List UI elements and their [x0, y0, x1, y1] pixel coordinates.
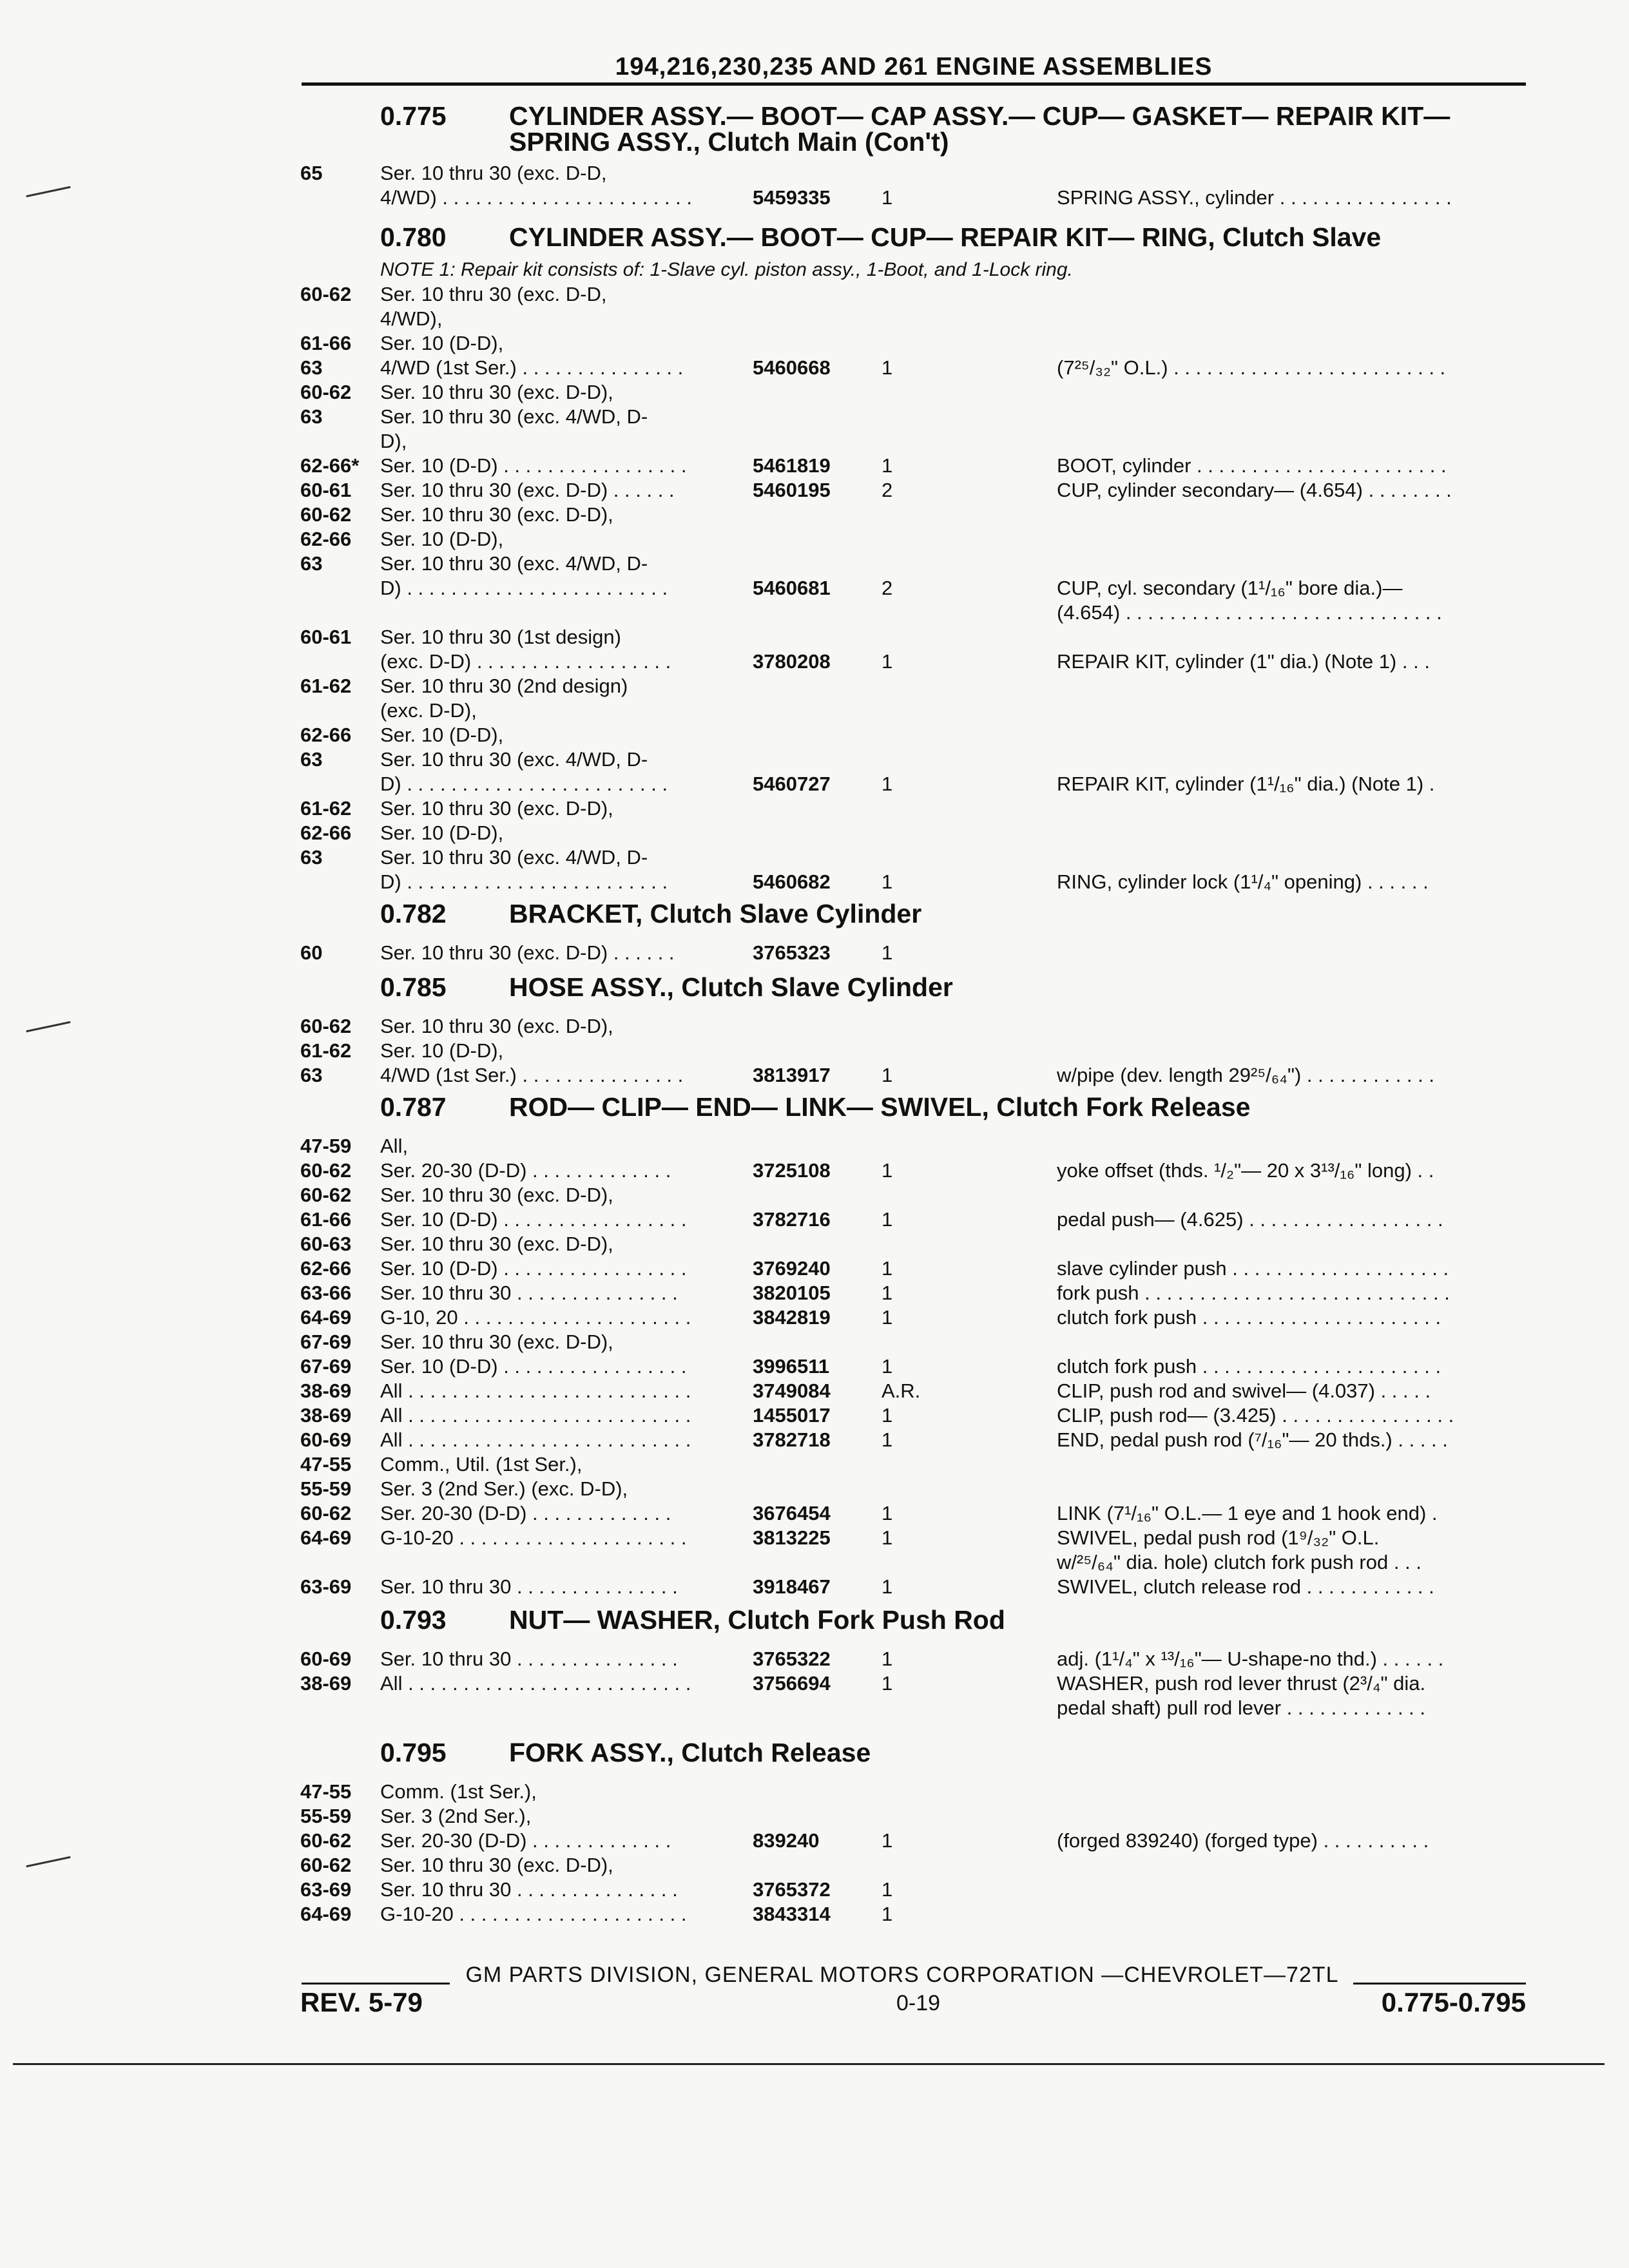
part-number: 3782716 — [753, 1208, 831, 1231]
application: Ser. 10 thru 30 (exc. D-D), — [380, 503, 613, 526]
quantity: 1 — [882, 870, 893, 893]
description: slave cylinder push . . . . . . . . . . . . . . . . . . . . — [1057, 1257, 1449, 1280]
application: Ser. 10 (D-D), — [380, 332, 504, 354]
description: adj. (1¹/₄" x ¹³/₁₆"— U-shape-no thd.) . . . . . . — [1057, 1648, 1444, 1670]
description: CLIP, push rod and swivel— (4.037) . . . . . — [1057, 1379, 1431, 1402]
application: 4/WD), — [380, 307, 443, 330]
year-range: 62-66 — [300, 724, 352, 746]
part-number: 3782718 — [753, 1428, 831, 1451]
table-row — [0, 601, 1629, 625]
application: Ser. 10 thru 30 (exc. D-D, — [380, 162, 607, 184]
year-range: 55-59 — [300, 1477, 352, 1500]
table-row — [0, 1158, 1629, 1183]
year-range: 67-69 — [300, 1355, 352, 1378]
application: Ser. 10 thru 30 . . . . . . . . . . . . . . . — [380, 1878, 678, 1901]
description: CUP, cyl. secondary (1¹/₁₆" bore dia.)— — [1057, 577, 1403, 599]
table-row — [0, 1207, 1629, 1232]
table-row — [0, 1134, 1629, 1158]
application: All . . . . . . . . . . . . . . . . . . . . . . . . . . — [380, 1379, 691, 1402]
quantity: 1 — [882, 1526, 893, 1549]
table-row — [0, 1526, 1629, 1550]
description: (7²⁵/₃₂" O.L.) . . . . . . . . . . . . . . . . . . . . . . . . . — [1057, 356, 1446, 379]
section-range: 0.775-0.795 — [1381, 1987, 1526, 2017]
year-range: 64-69 — [300, 1526, 352, 1549]
table-row — [0, 821, 1629, 845]
table-row — [0, 1647, 1629, 1671]
section-number: 0.775 — [380, 101, 447, 131]
quantity: 2 — [882, 479, 893, 501]
application: Comm., Util. (1st Ser.), — [380, 1453, 583, 1475]
year-range: 63 — [300, 552, 323, 575]
table-row — [0, 454, 1629, 478]
description: (4.654) . . . . . . . . . . . . . . . . . . . . . . . . . . . . . — [1057, 601, 1442, 624]
description: yoke offset (thds. ¹/₂"— 20 x 3¹³/₁₆" long) . . — [1057, 1159, 1434, 1182]
section-number: 0.795 — [380, 1738, 447, 1767]
year-range: 60-62 — [300, 1854, 352, 1876]
application: Ser. 10 thru 30 (2nd design) — [380, 675, 628, 697]
description: SWIVEL, pedal push rod (1⁹/₃₂" O.L. — [1057, 1526, 1380, 1549]
description: CUP, cylinder secondary— (4.654) . . . . . . . . — [1057, 479, 1452, 501]
table-row — [0, 1853, 1629, 1878]
year-range: 47-59 — [300, 1135, 352, 1157]
section-title: NUT— WASHER, Clutch Fork Push Rod — [509, 1605, 1005, 1635]
application: All, — [380, 1135, 409, 1157]
year-range: 61-62 — [300, 797, 352, 820]
description: clutch fork push . . . . . . . . . . . . . . . . . . . . . . — [1057, 1306, 1441, 1329]
section-number: 0.785 — [380, 972, 447, 1002]
description: REPAIR KIT, cylinder (1" dia.) (Note 1) . . . — [1057, 650, 1430, 673]
description: WASHER, push rod lever thrust (2³/₄" dia. — [1057, 1672, 1426, 1695]
quantity: 1 — [882, 454, 893, 477]
table-row — [0, 772, 1629, 796]
footer-rule-left — [302, 1983, 450, 1984]
description: SWIVEL, clutch release rod . . . . . . . . . . . . — [1057, 1575, 1434, 1598]
description: REPAIR KIT, cylinder (1¹/₁₆" dia.) (Note 1) . — [1057, 773, 1435, 795]
quantity: 1 — [882, 1829, 893, 1852]
application: Ser. 3 (2nd Ser.), — [380, 1805, 532, 1827]
application: All . . . . . . . . . . . . . . . . . . . . . . . . . . — [380, 1404, 691, 1427]
table-row — [0, 649, 1629, 674]
table-row — [0, 1063, 1629, 1088]
table-row — [0, 698, 1629, 723]
table-row — [0, 527, 1629, 552]
part-number: 3813225 — [753, 1526, 831, 1549]
year-range: 38-69 — [300, 1672, 352, 1695]
table-row — [0, 1878, 1629, 1902]
year-range: 47-55 — [300, 1780, 352, 1803]
section-note: NOTE 1: Repair kit consists of: 1-Slave cyl. piston assy., 1-Boot, and 1-Lock ring. — [380, 259, 1073, 280]
description: fork push . . . . . . . . . . . . . . . . . . . . . . . . . . . . — [1057, 1282, 1450, 1304]
description: END, pedal push rod (⁷/₁₆"— 20 thds.) . . . . . — [1057, 1428, 1448, 1451]
quantity: 1 — [882, 186, 893, 209]
year-range: 64-69 — [300, 1903, 352, 1925]
application: Ser. 10 thru 30 (exc. D-D), — [380, 381, 613, 403]
description: BOOT, cylinder . . . . . . . . . . . . . . . . . . . . . . . — [1057, 454, 1447, 477]
year-range: 63 — [300, 1064, 323, 1086]
quantity: 1 — [882, 1064, 893, 1086]
part-number: 5460727 — [753, 773, 831, 795]
application: Ser. 10 thru 30 (exc. D-D), — [380, 1184, 613, 1206]
application: Ser. 10 thru 30 (exc. D-D), — [380, 1331, 613, 1353]
section-title: CYLINDER ASSY.— BOOT— CAP ASSY.— CUP— GASKET— REPAIR KIT— SPRING ASSY., Clutch Main (Con't) — [509, 101, 1451, 157]
part-number: 3843314 — [753, 1903, 831, 1925]
table-row — [0, 478, 1629, 503]
application: 4/WD) . . . . . . . . . . . . . . . . . . . . . . . — [380, 186, 693, 209]
section-number: 0.780 — [380, 222, 447, 252]
section-number: 0.787 — [380, 1092, 447, 1122]
application: Ser. 10 thru 30 (exc. 4/WD, D- — [380, 748, 648, 771]
year-range: 60-62 — [300, 381, 352, 403]
table-row — [0, 1305, 1629, 1330]
year-range: 61-66 — [300, 1208, 352, 1231]
year-range: 60-61 — [300, 626, 352, 648]
table-row — [0, 1550, 1629, 1575]
table-row — [0, 282, 1629, 307]
year-range: 63-69 — [300, 1575, 352, 1598]
table-row — [0, 1671, 1629, 1696]
page-header: 194,216,230,235 AND 261 ENGINE ASSEMBLIES — [615, 53, 1213, 81]
application: Ser. 10 thru 30 . . . . . . . . . . . . . . . — [380, 1282, 678, 1304]
revision-label: REV. 5-79 — [300, 1987, 423, 2017]
application: Ser. 10 (D-D) . . . . . . . . . . . . . . . . . — [380, 454, 687, 477]
part-number: 3765323 — [753, 941, 831, 964]
year-range: 60-69 — [300, 1428, 352, 1451]
application: Ser. 10 thru 30 (exc. D-D, — [380, 283, 607, 305]
application: Ser. 20-30 (D-D) . . . . . . . . . . . . . — [380, 1829, 671, 1852]
part-number: 5460682 — [753, 870, 831, 893]
table-row — [0, 723, 1629, 747]
table-row — [0, 576, 1629, 601]
year-range: 62-66 — [300, 1257, 352, 1280]
quantity: 1 — [882, 1208, 893, 1231]
part-number: 3765322 — [753, 1648, 831, 1670]
application: D) . . . . . . . . . . . . . . . . . . . . . . . . — [380, 577, 668, 599]
part-number: 3765372 — [753, 1878, 831, 1901]
application: D) . . . . . . . . . . . . . . . . . . . . . . . . — [380, 773, 668, 795]
quantity: 1 — [882, 941, 893, 964]
application: D) . . . . . . . . . . . . . . . . . . . . . . . . — [380, 870, 668, 893]
year-range: 61-62 — [300, 1039, 352, 1062]
description: SPRING ASSY., cylinder . . . . . . . . . . . . . . . . — [1057, 186, 1452, 209]
application: Comm. (1st Ser.), — [380, 1780, 537, 1803]
application: Ser. 10 thru 30 (exc. 4/WD, D- — [380, 552, 648, 575]
quantity: 1 — [882, 1282, 893, 1304]
application: Ser. 10 (D-D), — [380, 528, 504, 550]
table-row — [0, 307, 1629, 331]
table-row — [0, 356, 1629, 380]
part-number: 5460668 — [753, 356, 831, 379]
application: Ser. 10 thru 30 (exc. D-D), — [380, 797, 613, 820]
description: LINK (7¹/₁₆" O.L.— 1 eye and 1 hook end) . — [1057, 1502, 1438, 1524]
application: Ser. 10 (D-D), — [380, 822, 504, 844]
application: Ser. 20-30 (D-D) . . . . . . . . . . . . . — [380, 1159, 671, 1182]
table-row — [0, 1780, 1629, 1804]
description: RING, cylinder lock (1¹/₄" opening) . . . . . . — [1057, 870, 1429, 893]
table-row — [0, 1452, 1629, 1477]
table-row — [0, 1379, 1629, 1403]
application: (exc. D-D), — [380, 699, 477, 722]
table-row — [0, 1256, 1629, 1281]
application: Ser. 10 (D-D) . . . . . . . . . . . . . . . . . — [380, 1355, 687, 1378]
application: G-10-20 . . . . . . . . . . . . . . . . . . . . . — [380, 1526, 687, 1549]
table-row — [0, 625, 1629, 649]
year-range: 60-62 — [300, 1159, 352, 1182]
table-row — [0, 1039, 1629, 1063]
quantity: 1 — [882, 1672, 893, 1695]
quantity: 1 — [882, 650, 893, 673]
application: G-10-20 . . . . . . . . . . . . . . . . . . . . . — [380, 1903, 687, 1925]
part-number: 3756694 — [753, 1672, 831, 1695]
quantity: 1 — [882, 1502, 893, 1524]
quantity: 1 — [882, 1428, 893, 1451]
part-number: 3813917 — [753, 1064, 831, 1086]
year-range: 60-62 — [300, 1502, 352, 1524]
part-number: 3725108 — [753, 1159, 831, 1182]
application: Ser. 3 (2nd Ser.) (exc. D-D), — [380, 1477, 628, 1500]
table-row — [0, 1281, 1629, 1305]
part-number: 1455017 — [753, 1404, 831, 1427]
section-title: FORK ASSY., Clutch Release — [509, 1738, 871, 1767]
table-row — [0, 1354, 1629, 1379]
year-range: 62-66 — [300, 822, 352, 844]
quantity: A.R. — [882, 1379, 921, 1402]
table-row — [0, 161, 1629, 186]
application: 4/WD (1st Ser.) . . . . . . . . . . . . . . . — [380, 1064, 684, 1086]
table-row — [0, 552, 1629, 576]
part-number: 3918467 — [753, 1575, 831, 1598]
year-range: 38-69 — [300, 1379, 352, 1402]
quantity: 1 — [882, 773, 893, 795]
quantity: 1 — [882, 1355, 893, 1378]
application: (exc. D-D) . . . . . . . . . . . . . . . . . . — [380, 650, 671, 673]
table-row — [0, 1696, 1629, 1720]
table-row — [0, 1501, 1629, 1526]
table-row — [0, 1902, 1629, 1927]
table-row — [0, 1428, 1629, 1452]
application: Ser. 10 (D-D), — [380, 724, 504, 746]
application: Ser. 10 (D-D) . . . . . . . . . . . . . . . . . — [380, 1208, 687, 1231]
application: All . . . . . . . . . . . . . . . . . . . . . . . . . . — [380, 1428, 691, 1451]
description: w/pipe (dev. length 29²⁵/₆₄") . . . . . . . . . . . . — [1057, 1064, 1434, 1086]
year-range: 60-62 — [300, 503, 352, 526]
quantity: 2 — [882, 577, 893, 599]
year-range: 60 — [300, 941, 323, 964]
footer-text: GM PARTS DIVISION, GENERAL MOTORS CORPORATION —CHEVROLET—72TL — [465, 1963, 1339, 1987]
year-range: 60-62 — [300, 1184, 352, 1206]
year-range: 63 — [300, 846, 323, 869]
year-range: 60-61 — [300, 479, 352, 501]
year-range: 62-66 — [300, 528, 352, 550]
table-row — [0, 674, 1629, 698]
year-range: 63-66 — [300, 1282, 352, 1304]
year-range: 61-66 — [300, 332, 352, 354]
part-number: 3996511 — [753, 1355, 829, 1378]
application: Ser. 10 thru 30 (exc. 4/WD, D- — [380, 846, 648, 869]
application: D), — [380, 430, 407, 452]
quantity: 1 — [882, 1878, 893, 1901]
part-number: 839240 — [753, 1829, 820, 1852]
quantity: 1 — [882, 1306, 893, 1329]
description: (forged 839240) (forged type) . . . . . . . . . . — [1057, 1829, 1429, 1852]
application: Ser. 10 thru 30 (exc. D-D), — [380, 1233, 613, 1255]
table-row — [0, 1403, 1629, 1428]
quantity: 1 — [882, 356, 893, 379]
description: CLIP, push rod— (3.425) . . . . . . . . . . . . . . . . — [1057, 1404, 1454, 1427]
part-number: 3769240 — [753, 1257, 831, 1280]
year-range: 63-69 — [300, 1878, 352, 1901]
table-row — [0, 186, 1629, 210]
part-number: 5460681 — [753, 577, 831, 599]
page-number: 0-19 — [896, 1991, 941, 2015]
application: Ser. 20-30 (D-D) . . . . . . . . . . . . . — [380, 1502, 671, 1524]
table-row — [0, 1477, 1629, 1501]
year-range: 60-62 — [300, 1015, 352, 1037]
table-row — [0, 1183, 1629, 1207]
table-row — [0, 331, 1629, 356]
part-number: 3780208 — [753, 650, 831, 673]
year-range: 55-59 — [300, 1805, 352, 1827]
description: pedal push— (4.625) . . . . . . . . . . . . . . . . . . — [1057, 1208, 1443, 1231]
application: Ser. 10 thru 30 (exc. 4/WD, D- — [380, 405, 648, 428]
table-row — [0, 503, 1629, 527]
section-title: BRACKET, Clutch Slave Cylinder — [509, 899, 922, 928]
year-range: 60-63 — [300, 1233, 352, 1255]
description: clutch fork push . . . . . . . . . . . . . . . . . . . . . . — [1057, 1355, 1441, 1378]
year-range: 60-62 — [300, 283, 352, 305]
application: Ser. 10 thru 30 (exc. D-D) . . . . . . — [380, 941, 675, 964]
quantity: 1 — [882, 1903, 893, 1925]
table-row — [0, 1014, 1629, 1039]
application: G-10, 20 . . . . . . . . . . . . . . . . . . . . . — [380, 1306, 691, 1329]
part-number: 3676454 — [753, 1502, 831, 1524]
table-row — [0, 1232, 1629, 1256]
year-range: 63 — [300, 356, 323, 379]
table-row — [0, 747, 1629, 772]
bottom-rule — [13, 2063, 1605, 2065]
table-row — [0, 941, 1629, 965]
year-range: 67-69 — [300, 1331, 352, 1353]
year-range: 62-66* — [300, 454, 360, 477]
year-range: 64-69 — [300, 1306, 352, 1329]
table-row — [0, 429, 1629, 454]
footer-rule-right — [1353, 1983, 1526, 1984]
table-row — [0, 845, 1629, 870]
table-row — [0, 796, 1629, 821]
description: w/²⁵/₆₄" dia. hole) clutch fork push rod . . . — [1057, 1551, 1422, 1573]
section-title: HOSE ASSY., Clutch Slave Cylinder — [509, 972, 953, 1002]
part-number: 3842819 — [753, 1306, 831, 1329]
year-range: 60-62 — [300, 1829, 352, 1852]
application: Ser. 10 thru 30 . . . . . . . . . . . . . . . — [380, 1648, 678, 1670]
year-range: 65 — [300, 162, 323, 184]
section-title: ROD— CLIP— END— LINK— SWIVEL, Clutch Fork Release — [509, 1092, 1251, 1122]
application: Ser. 10 thru 30 (1st design) — [380, 626, 621, 648]
application: Ser. 10 thru 30 (exc. D-D), — [380, 1015, 613, 1037]
part-number: 3820105 — [753, 1282, 831, 1304]
application: Ser. 10 (D-D), — [380, 1039, 504, 1062]
part-number: 5459335 — [753, 186, 831, 209]
table-row — [0, 405, 1629, 429]
table-row — [0, 1330, 1629, 1354]
year-range: 38-69 — [300, 1404, 352, 1427]
year-range: 61-62 — [300, 675, 352, 697]
quantity: 1 — [882, 1575, 893, 1598]
table-row — [0, 1829, 1629, 1853]
section-number: 0.782 — [380, 899, 447, 928]
application: 4/WD (1st Ser.) . . . . . . . . . . . . . . . — [380, 356, 684, 379]
application: Ser. 10 thru 30 (exc. D-D), — [380, 1854, 613, 1876]
application: Ser. 10 (D-D) . . . . . . . . . . . . . . . . . — [380, 1257, 687, 1280]
year-range: 60-69 — [300, 1648, 352, 1670]
application: Ser. 10 thru 30 . . . . . . . . . . . . . . . — [380, 1575, 678, 1598]
part-number: 5461819 — [753, 454, 831, 477]
year-range: 63 — [300, 748, 323, 771]
quantity: 1 — [882, 1648, 893, 1670]
quantity: 1 — [882, 1257, 893, 1280]
section-number: 0.793 — [380, 1605, 447, 1635]
part-number: 3749084 — [753, 1379, 831, 1402]
description: pedal shaft) pull rod lever . . . . . . . . . . . . . — [1057, 1696, 1426, 1719]
part-number: 5460195 — [753, 479, 831, 501]
section-title: CYLINDER ASSY.— BOOT— CUP— REPAIR KIT— RING, Clutch Slave — [509, 222, 1382, 252]
table-row — [0, 380, 1629, 405]
application: All . . . . . . . . . . . . . . . . . . . . . . . . . . — [380, 1672, 691, 1695]
quantity: 1 — [882, 1404, 893, 1427]
table-row — [0, 1804, 1629, 1829]
application: Ser. 10 thru 30 (exc. D-D) . . . . . . — [380, 479, 675, 501]
table-row — [0, 870, 1629, 894]
year-range: 47-55 — [300, 1453, 352, 1475]
table-row — [0, 1575, 1629, 1599]
quantity: 1 — [882, 1159, 893, 1182]
year-range: 63 — [300, 405, 323, 428]
